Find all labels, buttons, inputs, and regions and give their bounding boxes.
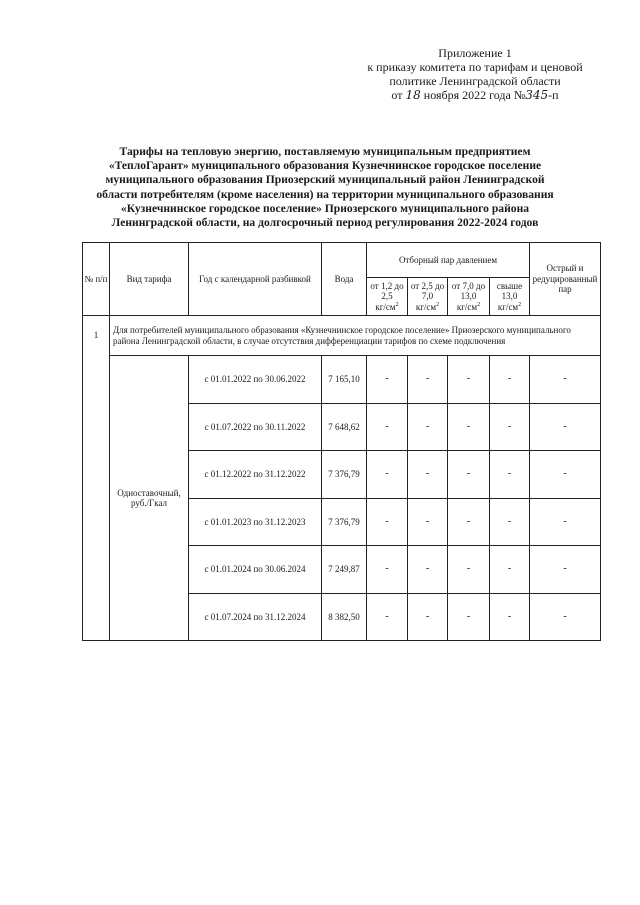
water-value: 7 165,10 xyxy=(322,356,367,404)
dash-cell: - xyxy=(448,498,490,546)
steam-unit: кг/см xyxy=(375,301,396,312)
dash-cell: - xyxy=(367,498,408,546)
unit-sup: 2 xyxy=(436,301,440,308)
dash-cell: - xyxy=(408,498,448,546)
dash-cell: - xyxy=(408,593,448,641)
dash-cell: - xyxy=(530,356,601,404)
appendix-line-2: к приказу комитета по тарифам и ценовой xyxy=(367,60,583,74)
title-line: «Кузнечнинское городское поселение» Приозерского муниципального района xyxy=(120,201,530,215)
group-number: 1 xyxy=(83,316,110,641)
appendix-date-day: 18 xyxy=(405,88,421,102)
water-value: 7 249,87 xyxy=(322,546,367,594)
steam-range: от 1,2 до 2,5 xyxy=(370,280,404,302)
dash-cell: - xyxy=(490,546,530,594)
header-steam-sub xyxy=(490,278,530,316)
header-num: № п/п xyxy=(83,243,110,316)
header-period: Год с календарной разбивкой xyxy=(189,243,322,316)
header-steam-sub xyxy=(408,278,448,316)
steam-range: от 7,0 до 13,0 xyxy=(451,280,486,302)
header-steam-sub xyxy=(367,278,408,316)
dash-cell: - xyxy=(448,403,490,451)
document-title xyxy=(70,145,580,230)
appendix-date-mid: ноября 2022 года № xyxy=(423,88,526,102)
steam-range: свыше 13,0 xyxy=(496,280,523,302)
period-cell: с 01.01.2022 по 30.06.2022 xyxy=(189,356,322,404)
dash-cell: - xyxy=(530,546,601,594)
tariff-type-cell: Одноставочный, руб./Гкал xyxy=(110,356,189,641)
dash-cell: - xyxy=(448,593,490,641)
period-cell: с 01.07.2024 по 31.12.2024 xyxy=(189,593,322,641)
unit-sup: 2 xyxy=(477,301,481,308)
dash-cell: - xyxy=(490,356,530,404)
unit-sup: 2 xyxy=(395,301,399,308)
steam-unit: кг/см xyxy=(497,301,519,312)
title-line: Тарифы на тепловую энергию, поставляемую муниципальным предприятием xyxy=(119,145,531,158)
dash-cell: - xyxy=(448,356,490,404)
unit-sup: 2 xyxy=(518,301,522,308)
water-value: 8 382,50 xyxy=(322,593,367,641)
title-line: муниципального образования Приозерский муниципальный район Ленинградской xyxy=(105,173,545,187)
period-cell: с 01.07.2022 по 30.11.2022 xyxy=(189,403,322,451)
appendix-line-4 xyxy=(330,88,620,102)
dash-cell: - xyxy=(408,356,448,404)
dash-cell: - xyxy=(408,546,448,594)
tariff-table xyxy=(82,242,601,641)
title-line: Ленинградской области, на долгосрочный период регулирования 2022-2024 годов xyxy=(111,216,539,230)
water-value: 7 376,79 xyxy=(322,498,367,546)
dash-cell: - xyxy=(530,498,601,546)
dash-cell: - xyxy=(490,451,530,499)
dash-cell: - xyxy=(367,451,408,499)
appendix-order-suffix: -п xyxy=(548,88,559,102)
steam-unit: кг/см xyxy=(456,301,478,312)
dash-cell: - xyxy=(367,403,408,451)
dash-cell: - xyxy=(367,593,408,641)
dash-cell: - xyxy=(490,498,530,546)
header-steam-sub xyxy=(448,278,490,316)
dash-cell: - xyxy=(490,403,530,451)
title-line: «ТеплоГарант» муниципального образования Кузнечнинское городское поселение xyxy=(108,159,542,173)
dash-cell: - xyxy=(408,403,448,451)
appendix-block xyxy=(330,46,620,102)
appendix-date-prefix: от xyxy=(391,88,403,102)
dash-cell: - xyxy=(367,356,408,404)
steam-unit: кг/см xyxy=(415,301,437,312)
dash-cell: - xyxy=(448,546,490,594)
appendix-line-3: политике Ленинградской области xyxy=(389,74,561,88)
appendix-line-1: Приложение 1 xyxy=(438,46,512,60)
water-value: 7 648,62 xyxy=(322,403,367,451)
header-sharp-steam: Острый и редуцированный пар xyxy=(530,243,601,316)
period-cell: с 01.01.2024 по 30.06.2024 xyxy=(189,546,322,594)
dash-cell: - xyxy=(367,546,408,594)
dash-cell: - xyxy=(530,403,601,451)
header-steam: Отборный пар давлением xyxy=(367,243,530,278)
dash-cell: - xyxy=(408,451,448,499)
group-row xyxy=(83,316,601,356)
dash-cell: - xyxy=(448,451,490,499)
dash-cell: - xyxy=(530,593,601,641)
dash-cell: - xyxy=(530,451,601,499)
period-cell: с 01.12.2022 по 31.12.2022 xyxy=(189,451,322,499)
group-note: Для потребителей муниципального образования «Кузнечнинское городское поселение» Приозерского муниципального района Ленинградской области, в случае отсутствия дифференциации тарифов по схеме подключения xyxy=(110,316,601,356)
table-row xyxy=(83,356,601,404)
steam-range: от 2,5 до 7,0 xyxy=(410,280,445,302)
appendix-order-number: 345 xyxy=(525,88,549,102)
table-header-row xyxy=(83,243,601,278)
header-water: Вода xyxy=(322,243,367,316)
period-cell: с 01.01.2023 по 31.12.2023 xyxy=(189,498,322,546)
dash-cell: - xyxy=(490,593,530,641)
header-tariff-type: Вид тарифа xyxy=(110,243,189,316)
water-value: 7 376,79 xyxy=(322,451,367,499)
title-line: области потребителям (кроме населения) на территории муниципального образования xyxy=(96,187,554,201)
